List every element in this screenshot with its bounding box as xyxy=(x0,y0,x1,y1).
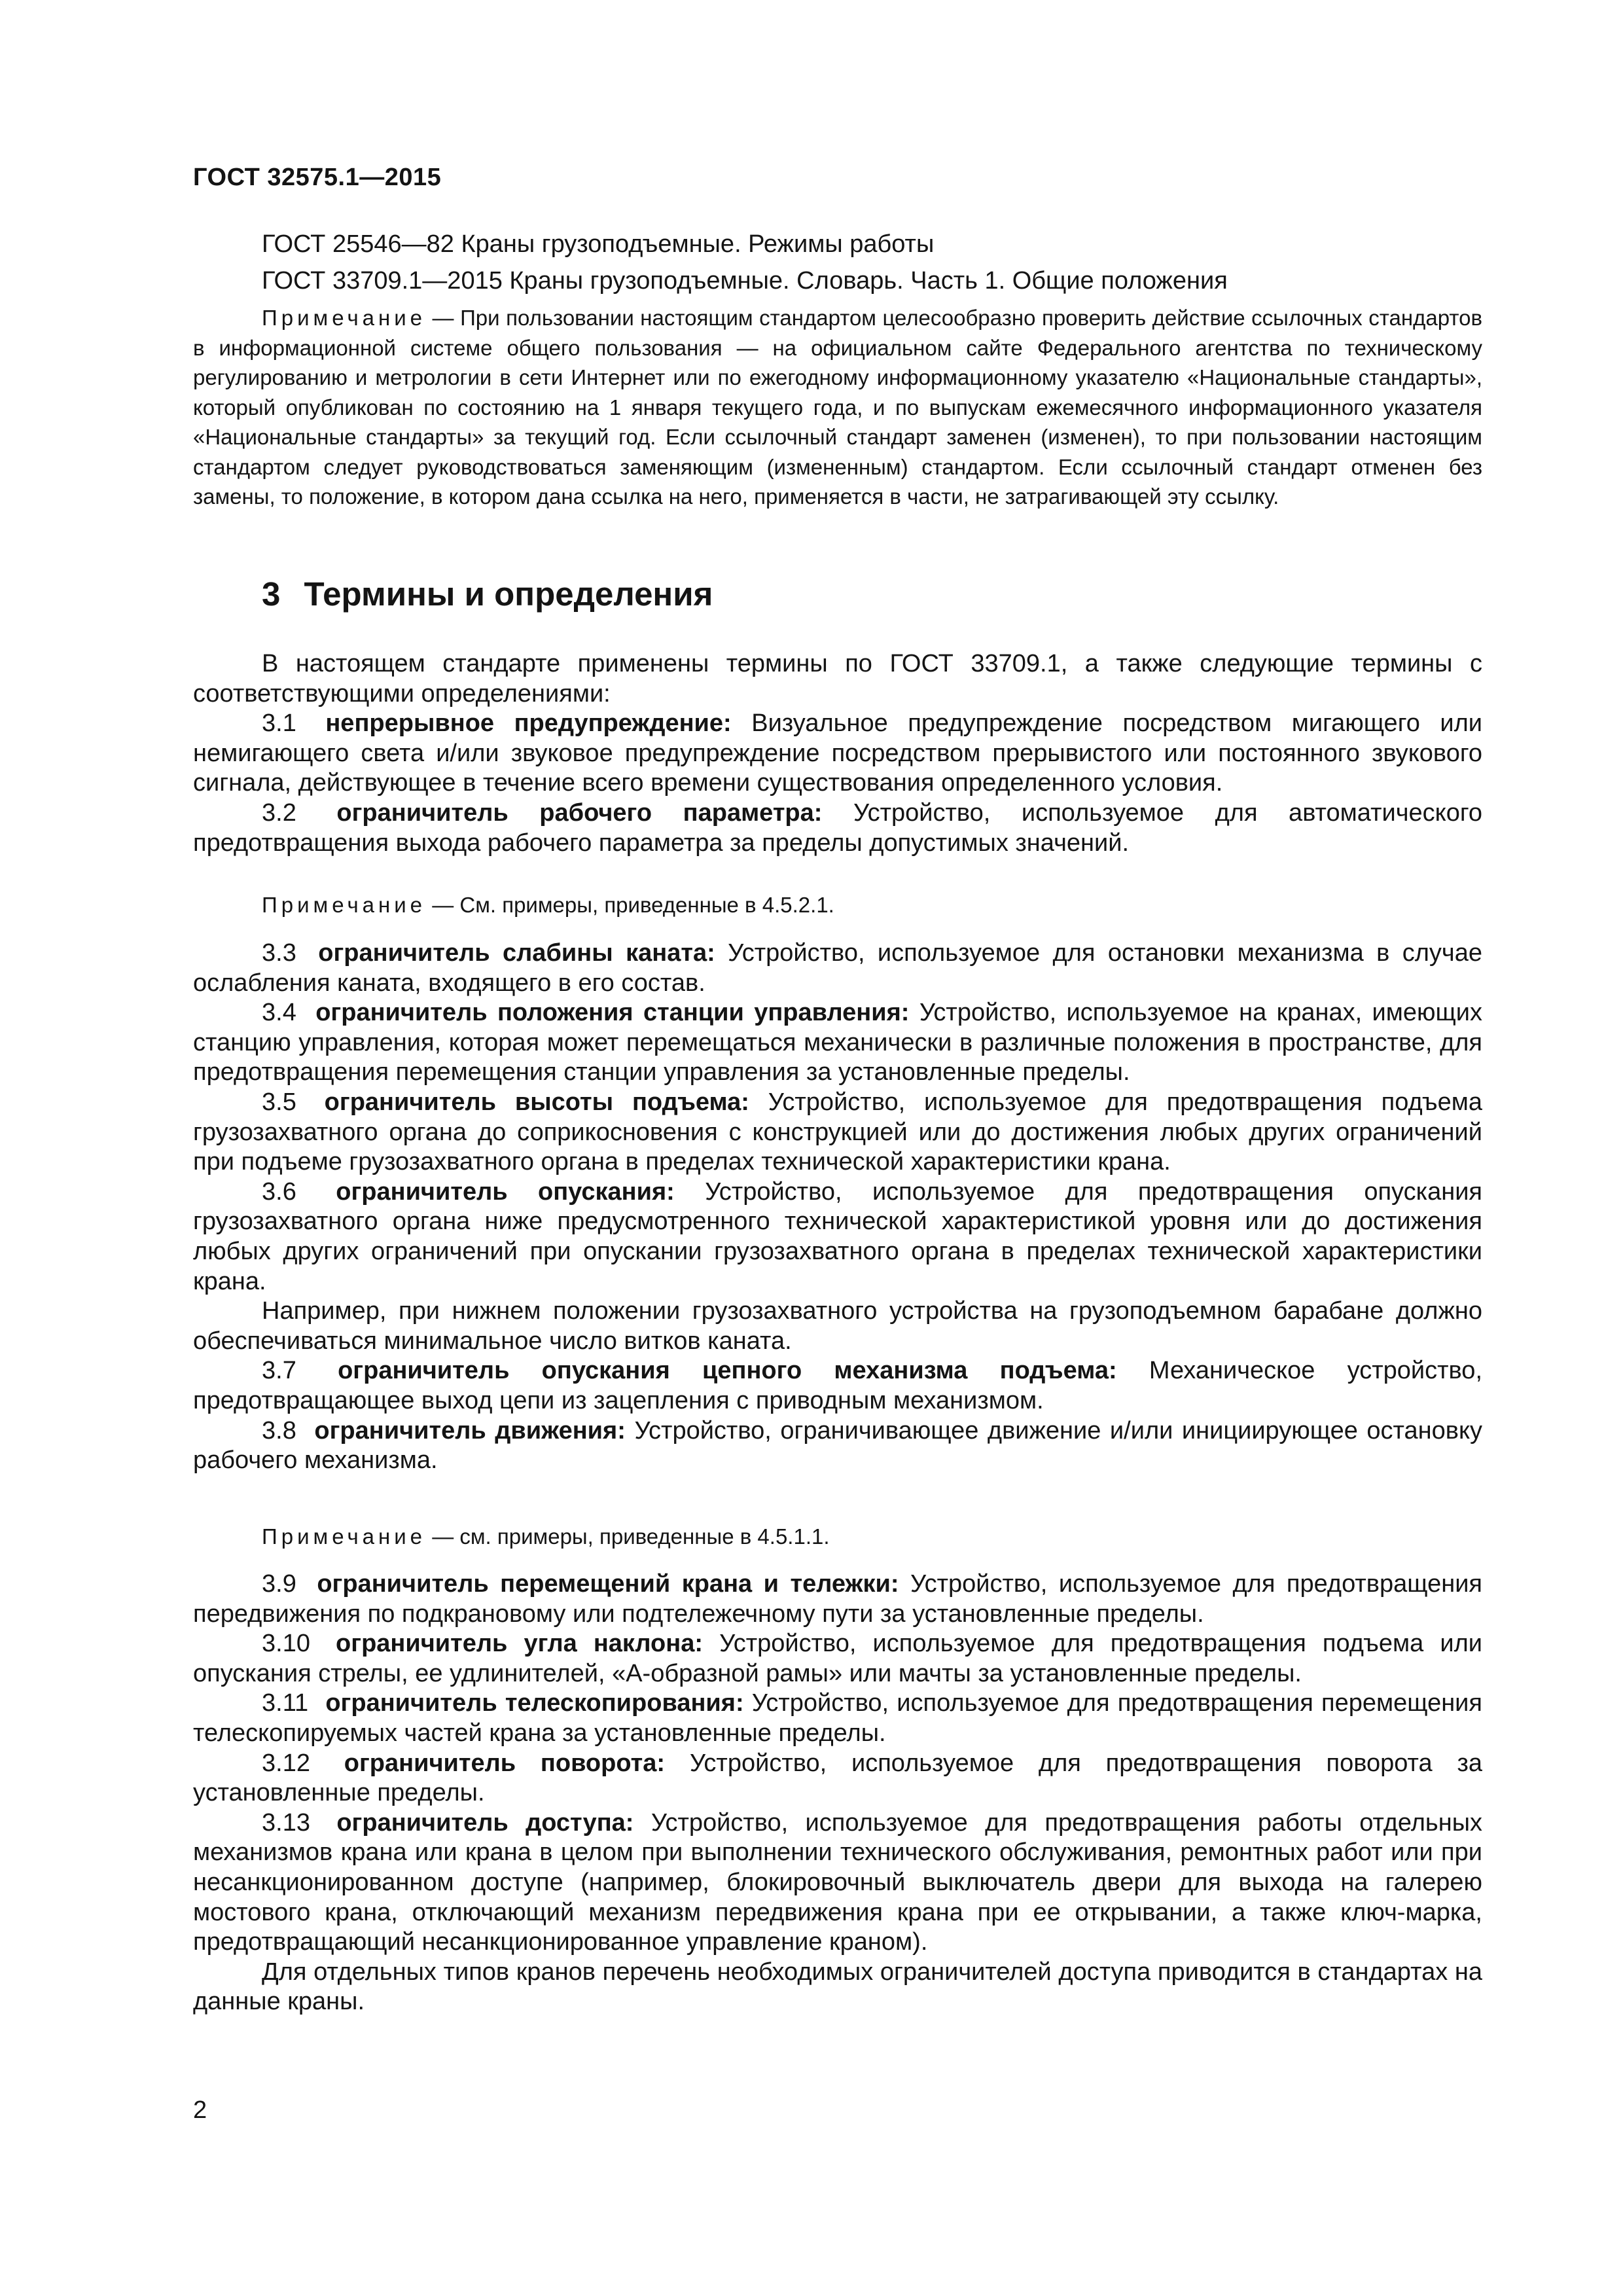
section-heading xyxy=(262,575,713,613)
term-definition: Визуальное предупреждение посредством мигающего или немигающего света и/или звуковое предупреждение посредством прерывистого или постоянного звукового сигнала, действующее в течение всего времени существования определенного условия. xyxy=(193,709,1483,797)
term-definition: Устройство, используемое для предотвращения передвижения по подкрановому или подтележечному пути за установленные пределы. xyxy=(193,1570,1483,1628)
note-examples-4521 xyxy=(193,890,1482,920)
term-number: 3.12 xyxy=(262,1749,310,1777)
term-number: 3.6 xyxy=(262,1177,296,1206)
terms-block-1 xyxy=(193,649,1482,858)
reference-title: Краны грузоподъемные. Словарь. Часть 1. Общие положения xyxy=(509,267,1228,295)
term-name: ограничитель телескопирования: xyxy=(325,1689,744,1717)
term-entry xyxy=(193,1356,1482,1416)
term-entry xyxy=(193,1177,1482,1297)
term-definition: Механическое устройство, предотвращающее выход цепи из зацепления с приводным механизмом. xyxy=(193,1357,1483,1414)
term-definition: Устройство, используемое для предотвращения поворота за установленные пределы. xyxy=(193,1749,1483,1807)
term-definition: Устройство, используемое для предотвращения подъема или опускания стрелы, ее удлинителей, «А-образной рамы» или мачты за установленные пределы. xyxy=(193,1630,1482,1687)
term-entry xyxy=(193,1416,1482,1476)
term-name: ограничитель рабочего параметра: xyxy=(336,798,823,827)
reference-title: Краны грузоподъемные. Режимы работы xyxy=(461,230,935,258)
term-number: 3.4 xyxy=(262,999,296,1027)
term-name: ограничитель угла наклона: xyxy=(336,1630,704,1658)
term-name: ограничитель доступа: xyxy=(336,1808,634,1837)
term-name: ограничитель высоты подъема: xyxy=(324,1088,749,1116)
term-definition: Устройство, используемое для предотвращения перемещения телескопируемых частей крана за установленные пределы. xyxy=(193,1689,1482,1747)
term-name: ограничитель перемещений крана и тележки: xyxy=(317,1570,899,1598)
term-definition: Устройство, используемое для автоматического предотвращения выхода рабочего параметра за пределы допустимых значений. xyxy=(193,798,1482,857)
term-name: ограничитель поворота: xyxy=(344,1749,666,1777)
terms-block-3 xyxy=(193,1570,1482,2017)
term-definition: Устройство, используемое на кранах, имеющих станцию управления, которая может перемещаться механически в различные положения в пространстве, для предотвращения перемещения станции управления за установленные пределы. xyxy=(193,999,1482,1086)
term-entry xyxy=(193,1088,1482,1177)
section-title: Термины и определения xyxy=(304,575,713,613)
term-number: 3.5 xyxy=(262,1088,296,1116)
term-number: 3.13 xyxy=(262,1808,310,1837)
term-name: непрерывное предупреждение: xyxy=(325,709,732,738)
term-name: ограничитель слабины каната: xyxy=(318,939,715,967)
term-name: ограничитель опускания: xyxy=(336,1177,675,1206)
note-text: — См. примеры, приведенные в 4.5.2.1. xyxy=(432,893,834,917)
normative-references xyxy=(262,226,1440,299)
term-number: 3.10 xyxy=(262,1630,310,1658)
page-number: 2 xyxy=(193,2096,207,2124)
section-intro: В настоящем стандарте применены термины по ГОСТ 33709.1, а также следующие термины с соответствующими определениями: xyxy=(193,650,1482,708)
term-entry xyxy=(193,1629,1482,1689)
term-definition: Устройство, используемое для предотвращения работы отдельных механизмов крана или крана в целом при выполнении технического обслуживания, ремонтных работ или при несанкционированном доступе (например, блокировочный выключатель двери для выхода на галерею мостового крана, отключающий механизм передвижения крана при ее открывании, а также ключ-марка, предотвращающий несанкционированное управление краном). xyxy=(193,1808,1483,1956)
note-label: Примечание xyxy=(262,306,427,330)
note-examples-4511 xyxy=(193,1522,1482,1552)
term-number: 3.9 xyxy=(262,1570,296,1598)
term-definition: Устройство, используемое для предотвращения опускания грузозахватного органа ниже предусмотренного технической характеристикой уровня или до достижения любых других ограничений при опускании грузозахватного органа в пределах технической характеристики крана. xyxy=(193,1177,1482,1295)
note-text: — см. примеры, приведенные в 4.5.1.1. xyxy=(432,1524,830,1549)
reference-code: ГОСТ 33709.1—2015 xyxy=(262,267,503,295)
term-number: 3.1 xyxy=(262,709,296,738)
term-number: 3.3 xyxy=(262,939,296,967)
term-number: 3.2 xyxy=(262,798,296,827)
term-entry xyxy=(193,1749,1482,1808)
term-entry xyxy=(193,1570,1482,1629)
note-label: Примечание xyxy=(262,1524,427,1549)
note-text: — При пользовании настоящим стандартом целесообразно проверить действие ссылочных стандартов в информационной системе общего пользования — на официальном сайте Федерального агентства по техническому регулированию и метрологии в сети Интернет или по ежегодному информационному указателю «Национальные стандарты», который опубликован по состоянию на 1 января текущего года, и по выпускам ежемесячного информационного указателя «Национальные стандарты» за текущий год. Если ссылочный стандарт заменен (изменен), то при пользовании настоящим стандартом следует руководствоваться заменяющим (измененным) стандартом. Если ссылочный стандарт отменен без замены, то положение, в котором дана ссылка на него, применяется в части, не затрагивающей эту ссылку. xyxy=(193,306,1482,509)
closing-paragraph: Для отдельных типов кранов перечень необходимых ограничителей доступа приводится в стандартах на данные краны. xyxy=(193,1958,1482,2016)
term-number: 3.11 xyxy=(262,1689,309,1717)
term-number: 3.8 xyxy=(262,1416,296,1444)
term-entry xyxy=(193,798,1482,858)
term-entry xyxy=(193,1689,1482,1748)
section-number: 3 xyxy=(262,575,281,613)
terms-block-2 xyxy=(193,939,1482,1476)
term-name: ограничитель опускания цепного механизма подъема: xyxy=(338,1357,1117,1385)
term-number: 3.7 xyxy=(262,1357,296,1385)
reference-item xyxy=(262,262,1440,299)
note-label: Примечание xyxy=(262,893,427,917)
reference-item xyxy=(262,226,1440,262)
term-example: Например, при нижнем положении грузозахватного устройства на грузоподъемном барабане должно обеспечиваться минимальное число витков каната. xyxy=(193,1297,1482,1355)
term-definition: Устройство, ограничивающее движение и/или инициирующее остановку рабочего механизма. xyxy=(193,1416,1483,1475)
document-header: ГОСТ 32575.1—2015 xyxy=(193,164,442,191)
term-name: ограничитель движения: xyxy=(314,1416,626,1444)
term-entry xyxy=(193,939,1482,998)
term-entry xyxy=(193,998,1482,1088)
reference-code: ГОСТ 25546—82 xyxy=(262,230,454,258)
term-definition: Устройство, используемое для остановки механизма в случае ослабления каната, входящего в его состав. xyxy=(193,939,1482,997)
term-entry xyxy=(193,1808,1482,1958)
term-definition: Устройство, используемое для предотвращения подъема грузозахватного органа до соприкосновения с конструкцией или до достижения любых других ограничений при подъеме грузозахватного органа в пределах технической характеристики крана. xyxy=(193,1088,1482,1176)
term-entry xyxy=(193,709,1482,798)
term-name: ограничитель положения станции управления: xyxy=(315,999,910,1027)
note-references xyxy=(193,303,1482,512)
